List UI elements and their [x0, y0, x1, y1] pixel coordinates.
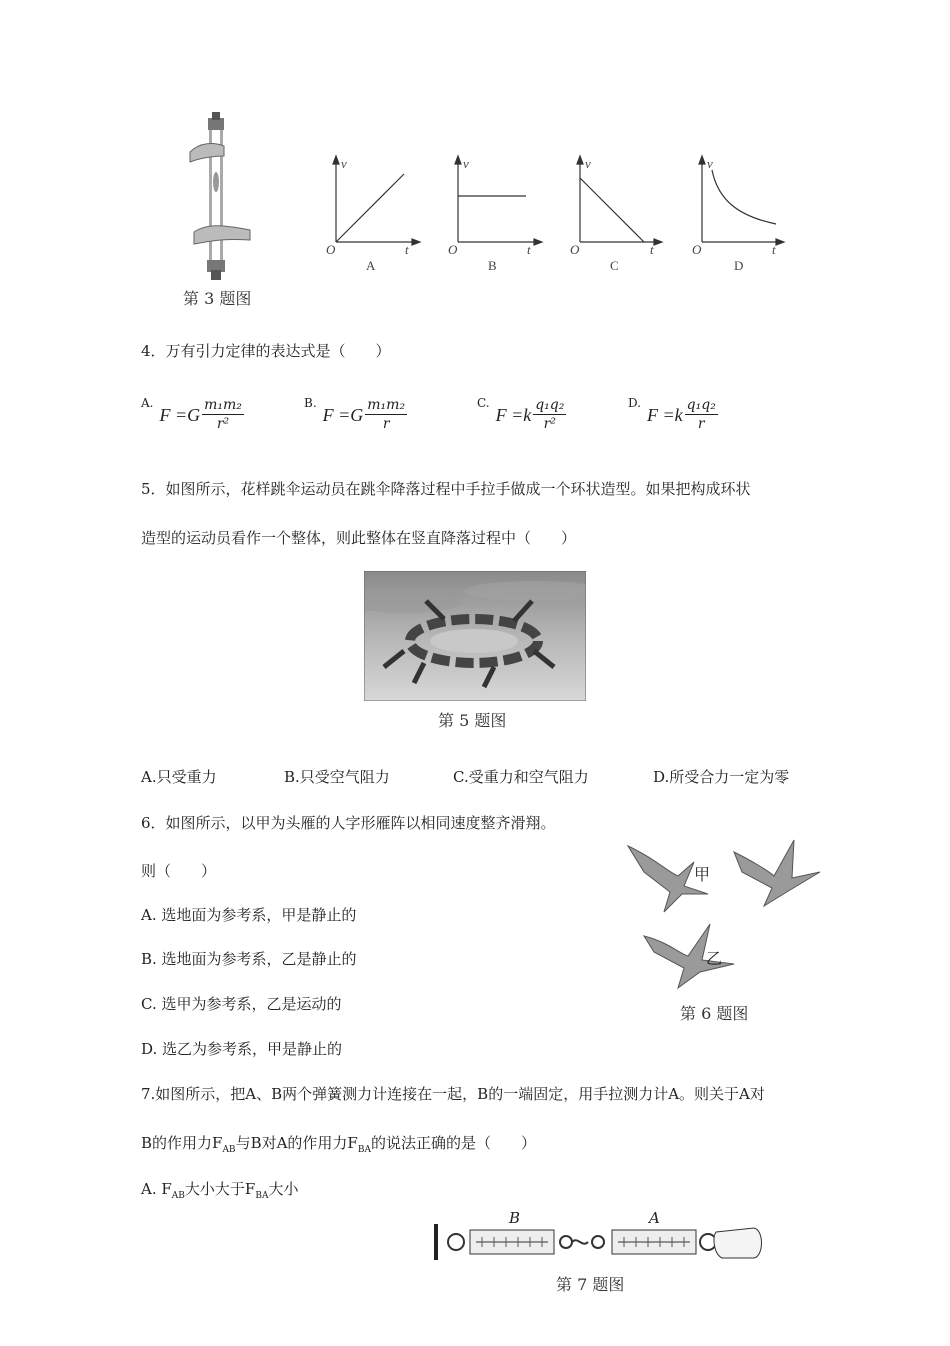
- q6-option-c: C. 选甲为参考系，乙是运动的: [141, 995, 342, 1013]
- q7-sub-ab: AB: [222, 1145, 236, 1155]
- q4-option-c-num: q₁q₂: [535, 397, 565, 413]
- q5-stem-line1: 5．如图所示，花样跳伞运动员在跳伞降落过程中手拉手做成一个环状造型。如果把构成环状: [141, 480, 751, 498]
- q7-optA-part3: 大小: [268, 1180, 299, 1198]
- fig3-apparatus: [180, 112, 270, 282]
- q4-option-b: [304, 396, 407, 433]
- q4-option-d: [628, 396, 718, 433]
- graph-d-taxis: t: [772, 242, 776, 257]
- graph-b-taxis: t: [527, 242, 531, 257]
- q7-stem-line2: [141, 1132, 536, 1155]
- q7-optA-sub-ab: AB: [171, 1191, 185, 1201]
- q5-stem-line2: 造型的运动员看作一个整体，则此整体在竖直降落过程中（ ）: [141, 529, 577, 547]
- graph-d-origin: O: [692, 242, 702, 257]
- graph-b-origin: O: [448, 242, 458, 257]
- fig5-skydivers-photo: [364, 571, 586, 701]
- q5-option-d: D.所受合力一定为零: [653, 768, 790, 786]
- q6-stem-line2: 则（ ）: [141, 862, 217, 880]
- q4-option-a: [141, 396, 244, 433]
- fig3-graphs: [318, 150, 798, 275]
- q4-option-c-prefix: F =k: [495, 405, 532, 425]
- fig3-caption: 第 3 题图: [183, 289, 252, 308]
- q5-option-b: B.只受空气阻力: [284, 768, 390, 786]
- fig6-geese-photo: [624, 832, 824, 1002]
- q5-option-a: A.只受重力: [141, 768, 217, 786]
- fig7-meter-b: B: [509, 1209, 521, 1227]
- q7-option-a: [141, 1178, 298, 1201]
- q4-option-d-label: D.: [628, 396, 642, 410]
- q4-option-c: [477, 396, 566, 433]
- q4-option-a-prefix: F =G: [159, 405, 201, 425]
- q5-option-c: C.受重力和空气阻力: [453, 768, 589, 786]
- fig7-spring-scales: [432, 1208, 766, 1268]
- q6-option-a: A. 选地面为参考系，甲是静止的: [141, 906, 357, 924]
- fig7-caption: 第 7 题图: [556, 1275, 625, 1294]
- fig6-bird-jia: 甲: [694, 865, 711, 884]
- q7-sub-ba: BA: [357, 1145, 371, 1155]
- graph-c-vaxis: v: [585, 156, 591, 171]
- q4-option-d-num: q₁q₂: [686, 397, 716, 413]
- q4-stem: 4．万有引力定律的表达式是（ ）: [141, 342, 391, 360]
- q4-option-c-label: C.: [477, 396, 490, 410]
- graph-d-vaxis: v: [707, 156, 713, 171]
- q7-stem-line1: 7.如图所示，把A、B两个弹簧测力计连接在一起，B的一端固定，用手拉测力计A。则关于A对: [141, 1085, 765, 1103]
- q4-option-a-den: r²: [216, 416, 230, 432]
- graph-a-origin: O: [326, 242, 336, 257]
- graph-b-label: B: [488, 258, 497, 273]
- q6-option-d: D. 选乙为参考系，甲是静止的: [141, 1040, 343, 1058]
- graph-c-origin: O: [570, 242, 580, 257]
- fig6-caption: 第 6 题图: [680, 1004, 749, 1023]
- q7-line2-part1: B的作用力F: [141, 1134, 223, 1152]
- q7-optA-part2: 大小大于F: [184, 1180, 256, 1198]
- graph-d-label: D: [734, 258, 744, 273]
- q6-stem-line1: 6．如图所示，以甲为头雁的人字形雁阵以相同速度整齐滑翔。: [141, 814, 556, 832]
- q4-option-a-label: A.: [141, 396, 154, 410]
- graph-b-vaxis: v: [463, 156, 469, 171]
- q4-option-b-prefix: F =G: [322, 405, 364, 425]
- q6-option-b: B. 选地面为参考系，乙是静止的: [141, 950, 357, 968]
- q4-option-a-num: m₁m₂: [204, 397, 242, 413]
- graph-c-label: C: [610, 258, 619, 273]
- fig7-meter-a: A: [649, 1209, 660, 1227]
- q7-optA-sub-ba: BA: [255, 1191, 269, 1201]
- q7-line2-part2: 与B对A的作用力F: [235, 1134, 358, 1152]
- graph-a-taxis: t: [405, 242, 409, 257]
- graph-c-taxis: t: [650, 242, 654, 257]
- fig5-caption: 第 5 题图: [438, 711, 507, 730]
- graph-a-label: A: [366, 258, 376, 273]
- q7-line2-part3: 的说法正确的是（ ）: [370, 1134, 536, 1152]
- q4-option-b-den: r: [382, 416, 390, 432]
- q4-option-b-label: B.: [304, 396, 317, 410]
- graph-a-vaxis: v: [341, 156, 347, 171]
- q4-option-d-den: r: [697, 416, 705, 432]
- fig6-bird-yi: 乙: [706, 949, 723, 968]
- q4-option-c-den: r²: [543, 416, 556, 432]
- q4-option-d-prefix: F =k: [647, 405, 683, 425]
- q4-option-b-num: m₁m₂: [367, 397, 406, 413]
- q7-optA-part1: A. F: [141, 1180, 172, 1198]
